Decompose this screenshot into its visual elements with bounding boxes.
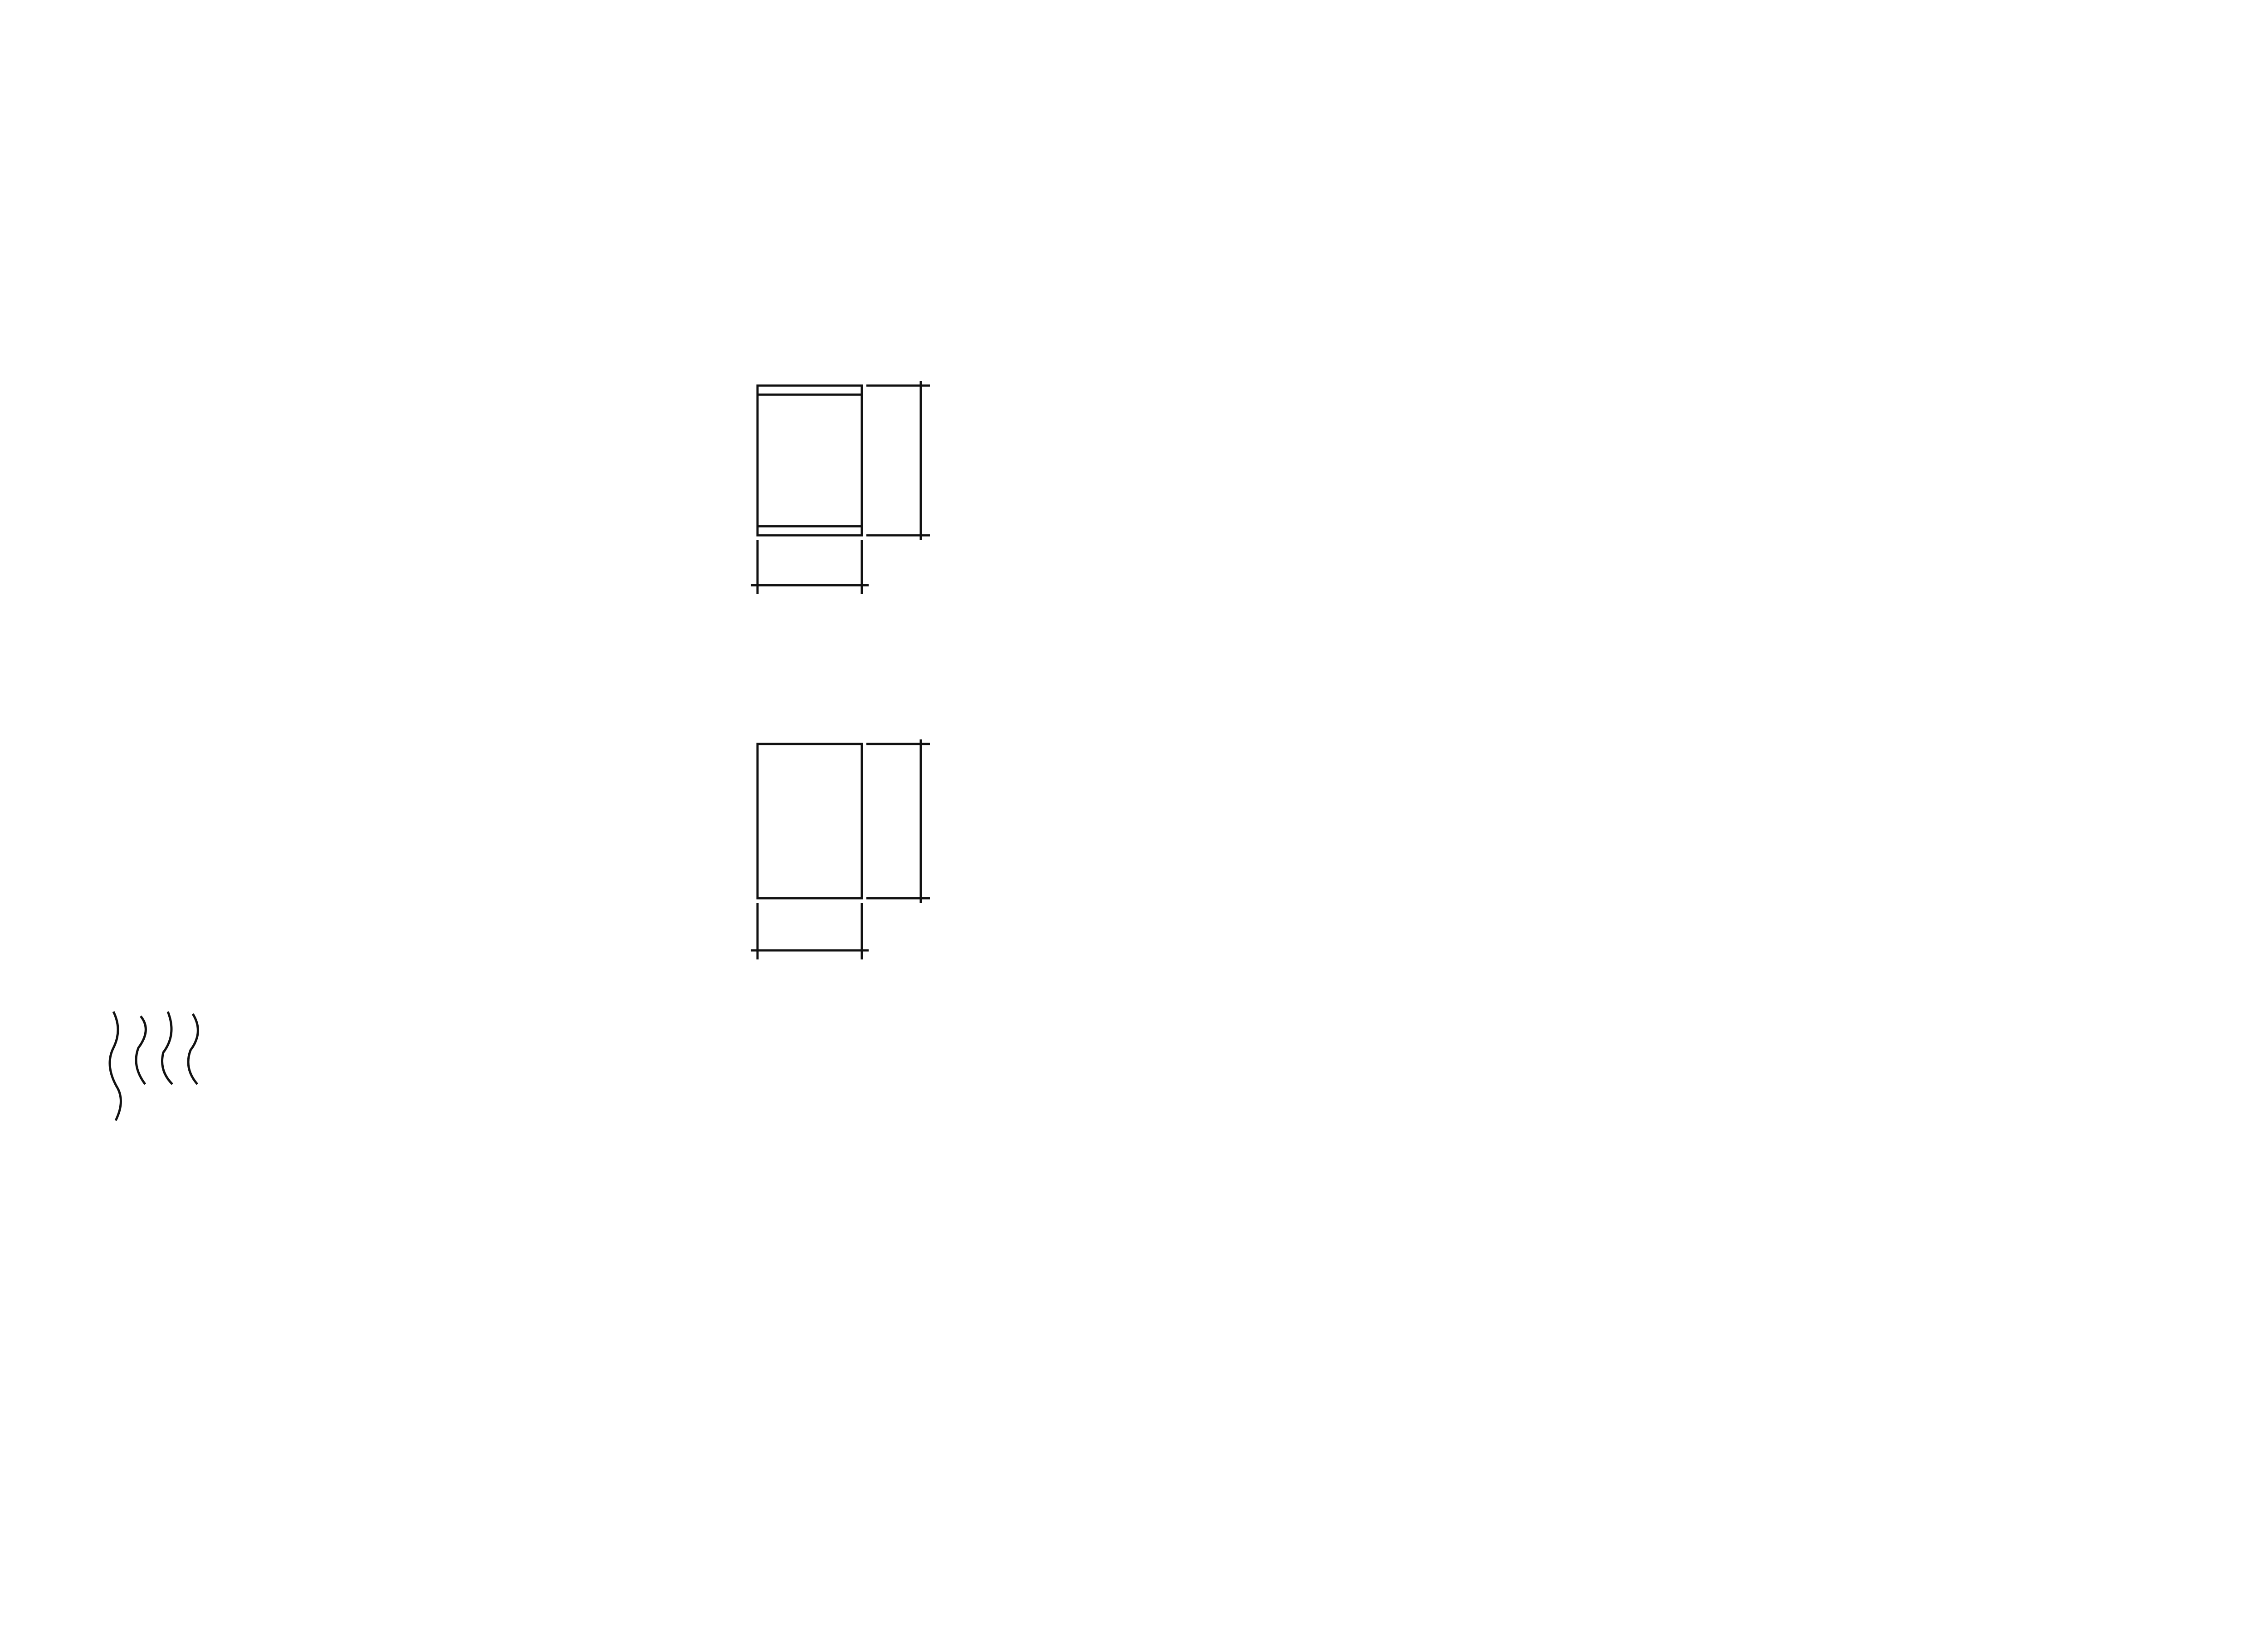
- signature-3: [188, 1014, 198, 1084]
- sketch-1-rect: [758, 386, 862, 535]
- signature-2: [162, 1012, 173, 1084]
- sketch-panel-2900: [751, 381, 930, 594]
- signature-1: [136, 1016, 146, 1084]
- sketch-panel-2610: [751, 739, 930, 959]
- side-stamp-block: [110, 1012, 198, 1120]
- signature-0: [110, 1012, 121, 1120]
- sketch-2-rect: [758, 744, 862, 898]
